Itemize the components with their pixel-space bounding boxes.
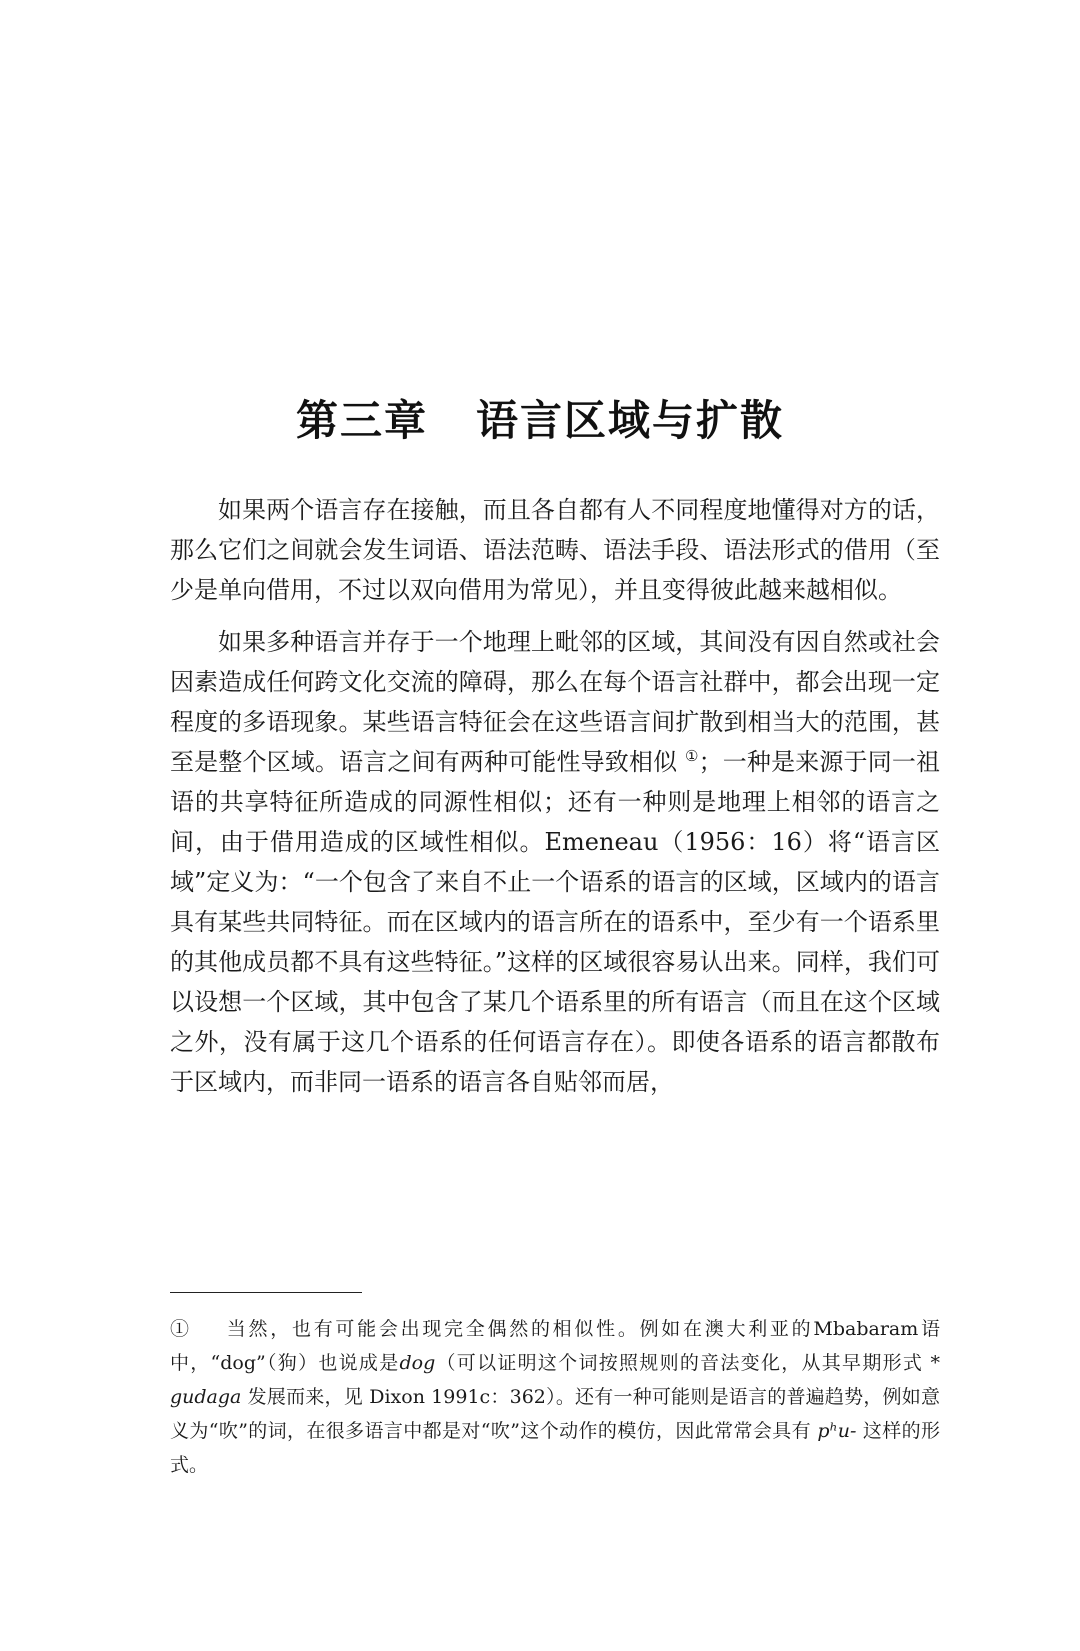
- footnote-segment-1: 当然，也有可能会出现完全偶然的相似性。例如在澳大利亚的Mbabaram语中，“dog”（狗）也说成是: [170, 1318, 940, 1374]
- paragraph-2: [170, 622, 940, 1102]
- footnote-reference: ①: [685, 747, 699, 765]
- paragraph-2-part-1: 如果多种语言并存于一个地理上毗邻的区域，其间没有因自然或社会因素造成任何跨文化交流的障碍，那么在每个语言社群中，都会出现一定程度的多语现象。某些语言特征会在这些语言间扩散到相当大的范围，甚至是整个区域。语言之间有两种可能性导致相似: [170, 628, 940, 776]
- chapter-heading: 语言区域与扩散: [476, 396, 785, 446]
- footnote: [170, 1312, 940, 1482]
- footnote-text: [170, 1312, 940, 1482]
- footnote-divider: [170, 1292, 362, 1293]
- footnote-segment-4: 这样的形式。: [170, 1420, 940, 1476]
- chapter-title: [0, 388, 1080, 448]
- footnote-segment-2: （可以证明这个词按照规则的音法变化，从其早期形式 *: [435, 1352, 940, 1374]
- paragraph-1: 如果两个语言存在接触，而且各自都有人不同程度地懂得对方的话，那么它们之间就会发生词语、语法范畴、语法手段、语法形式的借用（至少是单向借用，不过以双向借用为常见），并且变得彼此越来越相似。: [170, 496, 940, 604]
- chapter-number: 第三章: [295, 396, 428, 446]
- footnote-italic-gudaga: gudaga: [170, 1386, 242, 1408]
- footnote-marker: ①: [170, 1318, 192, 1340]
- footnote-italic-phu: pʰu-: [817, 1420, 857, 1442]
- body-text: [170, 490, 940, 1114]
- footnote-segment-3: 发展而来，见 Dixon 1991c：362）。还有一种可能则是语言的普遍趋势，例如意义为“吹”的词，在很多语言中都是对“吹”这个动作的模仿，因此常常会具有: [170, 1386, 940, 1442]
- footnote-italic-dog: dog: [399, 1352, 436, 1374]
- paragraph-2-part-2: ；一种是来源于同一祖语的共享特征所造成的同源性相似；还有一种则是地理上相邻的语言之间，由于借用造成的区域性相似。Emeneau（1956：16）将“语言区域”定义为：“一个包含了来自不止一个语系的语言的区域，区域内的语言具有某些共同特征。而在区域内的语言所在的语系中，至少有一个语系里的其他成员都不具有这些特征。”这样的区域很容易认出来。同样，我们可以设想一个区域，其中包含了某几个语系里的所有语言（而且在这个区域之外，没有属于这几个语系的任何语言存在）。即使各语系的语言都散布于区域内，而非同一语系的语言各自贴邻而居，: [170, 748, 941, 1096]
